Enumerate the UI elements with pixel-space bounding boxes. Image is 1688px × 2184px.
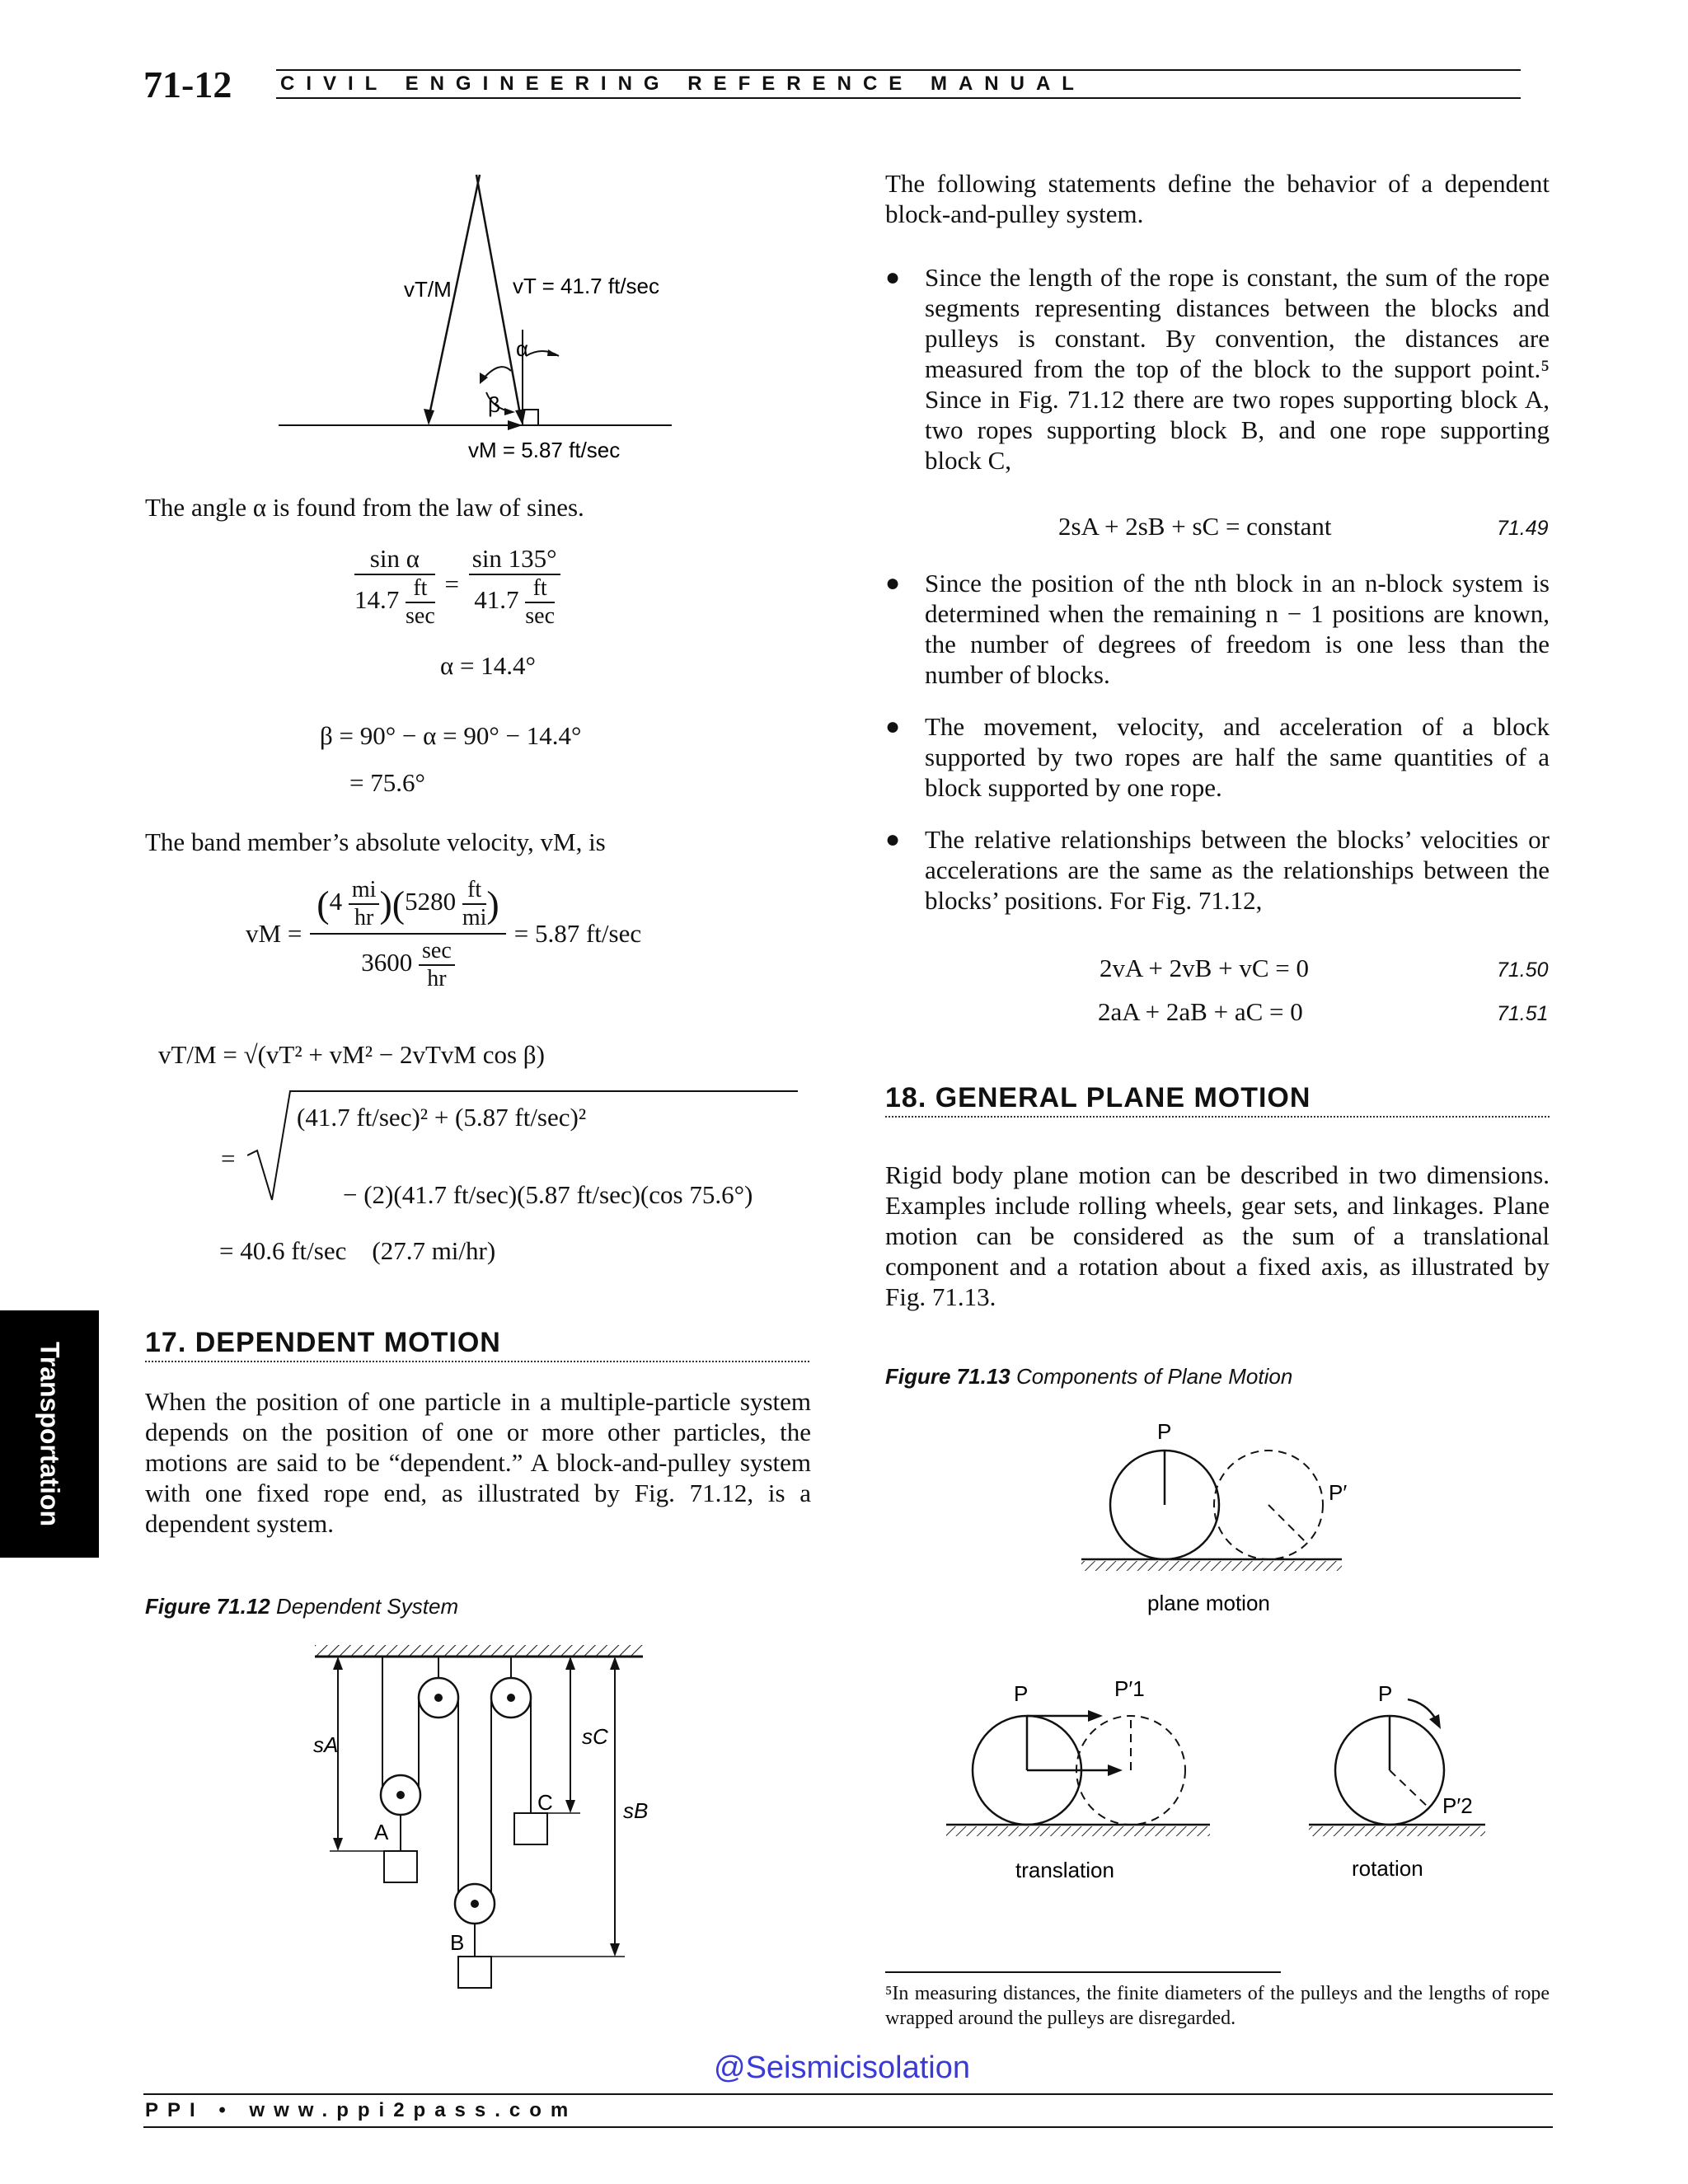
bullet-list-1	[885, 262, 1550, 497]
side-tab-label: Transportation	[35, 1341, 65, 1527]
alpha-result: α = 14.4°	[440, 651, 536, 680]
vtm-line-3: − (2)(41.7 ft/sec)(5.87 ft/sec)(cos 75.6°)	[343, 1180, 753, 1209]
eq-71-50: 2vA + 2vB + vC = 0	[1100, 954, 1309, 982]
vm-equation: vM = (4 $\frac{mi}{hr}$ )(5280 $\frac{ft}{mi}$ ) 3600 $\frac{\sec}{hr}$ = 5.87 ft/sec	[246, 877, 642, 991]
label-sC: sC	[582, 1724, 608, 1749]
eq-71-51-number: 71.51	[1497, 1002, 1549, 1025]
vm-label: vM = 5.87 ft/sec	[468, 438, 621, 462]
bullet-3: ● The movement, velocity, and acceleration of a block supported by two ropes are half the same quantities of a block supported by one rope.	[885, 712, 1550, 802]
label-sB: sB	[623, 1798, 649, 1823]
footer-rule-top	[143, 2093, 1553, 2095]
label-A: A	[374, 1820, 389, 1844]
header-rule-bottom	[276, 97, 1521, 99]
watermark: @Seismicisolation	[714, 2050, 971, 2085]
header-rule-top	[276, 69, 1521, 71]
label-B: B	[450, 1930, 465, 1955]
vtm-line-1: vT/M = √(vT² + vM² − 2vTvM cos β)	[158, 1040, 545, 1069]
running-title: CIVIL ENGINEERING REFERENCE MANUAL	[280, 73, 1085, 95]
bullet-1: ● Since the length of the rope is constant, the sum of the rope segments representing distances between the blocks and pulleys is constant. By convention, the distances are measured from the top of the block to the support point.⁵ Since in Fig. 71.12 there are two ropes supporting block A, two ropes supporting block B, and one rope supporting block C,	[885, 263, 1550, 475]
bullet-2: ● Since the position of the nth block in an n-block system is determined when the remaining n − 1 positions are known, the number of degrees of freedom is one less than the number of blocks.	[885, 569, 1550, 689]
beta-line-1: β = 90° − α = 90° − 14.4°	[320, 721, 582, 750]
eq-71-50-number: 71.50	[1497, 958, 1549, 982]
dependent-system-diagram	[297, 1640, 659, 2003]
section-17-text: When the position of one particle in a multiple-particle system depends on the position of one or more other particles, the motions are said to be “dependent.” A block-and-pulley system with one fixed rope end, as illustrated by Fig. 71.12, is a dependent system.	[145, 1387, 811, 1538]
rot-label-P: P	[1378, 1681, 1393, 1706]
label-sA: sA	[313, 1732, 339, 1757]
label-C: C	[537, 1790, 553, 1815]
footer-rule-bottom	[143, 2126, 1553, 2128]
figure-71-12-caption: Figure 71.12 Dependent System	[145, 1594, 459, 1619]
law-of-sines: sin α 14.7 $\frac{ft}{\sec}$ = sin 135° 41.7 $\frac{ft}{\sec}$	[354, 544, 560, 630]
sines-frac-1: sin α 14.7 $\frac{ft}{\sec}$	[354, 544, 435, 629]
band-intro: The band member’s absolute velocity, vM, is	[145, 827, 606, 856]
section-18-heading: 18. GENERAL PLANE MOTION	[885, 1082, 1550, 1118]
eq-71-49-number: 71.49	[1497, 517, 1549, 540]
eq-71-49: 2sA + 2sB + sC = constant	[1058, 512, 1332, 541]
beta-label: β	[488, 392, 500, 417]
tr-label-P1: P′1	[1114, 1676, 1145, 1701]
footer-text: PPI • www.ppi2pass.com	[145, 2099, 578, 2121]
tr-label-translation: translation	[1015, 1858, 1114, 1882]
alpha-label: α	[516, 336, 529, 361]
vtm-line-2: (41.7 ft/sec)² + (5.87 ft/sec)²	[297, 1103, 587, 1132]
side-tab	[0, 1310, 99, 1558]
sines-frac-2: sin 135° 41.7 $\frac{ft}{\sec}$	[469, 544, 560, 630]
pm-label-plane-motion: plane motion	[1147, 1591, 1270, 1615]
pm-label-Pprime: P′	[1329, 1480, 1348, 1505]
figure-71-13-caption: Figure 71.13 Components of Plane Motion	[885, 1364, 1293, 1389]
page-number: 71-12	[143, 63, 232, 105]
velocity-diagram	[264, 165, 692, 470]
vtm-result: = 40.6 ft/sec (27.7 mi/hr)	[219, 1236, 496, 1265]
right-intro: The following statements define the behavior of a dependent block-and-pulley system.	[885, 169, 1550, 228]
pm-label-P: P	[1157, 1419, 1172, 1444]
tr-label-P: P	[1014, 1681, 1029, 1706]
bullet-4: ● The relative relationships between the blocks’ velocities or accelerations are the same as the relationships between the blocks’ positions. For Fig. 71.12,	[885, 825, 1550, 915]
rot-label-P2: P′2	[1442, 1793, 1473, 1818]
section-18-text: Rigid body plane motion can be described in two dimensions. Examples include rolling wheels, gear sets, and linkages. Plane motion can be considered as the sum of a translational component and a rotation about a fixed axis, as illustrated by Fig. 71.13.	[885, 1160, 1550, 1311]
beta-line-2: = 75.6°	[349, 768, 425, 797]
vtm-label: vT/M	[404, 277, 452, 302]
rot-label-rotation: rotation	[1352, 1856, 1423, 1881]
vt-label: vT = 41.7 ft/sec	[513, 274, 660, 298]
eq-71-51: 2aA + 2aB + aC = 0	[1098, 997, 1303, 1026]
bullet-list-2	[885, 568, 1550, 937]
section-17-heading: 17. DEPENDENT MOTION	[145, 1327, 809, 1362]
plane-motion-diagram	[931, 1409, 1508, 1896]
angle-intro: The angle α is found from the law of sines.	[145, 493, 584, 522]
vtm-eqsign: =	[221, 1144, 236, 1173]
footnote: ⁵In measuring distances, the finite diameters of the pulleys and the lengths of rope wrapped around the pulleys are disregarded.	[885, 1983, 1550, 2029]
footnote-rule	[885, 1971, 1281, 1973]
